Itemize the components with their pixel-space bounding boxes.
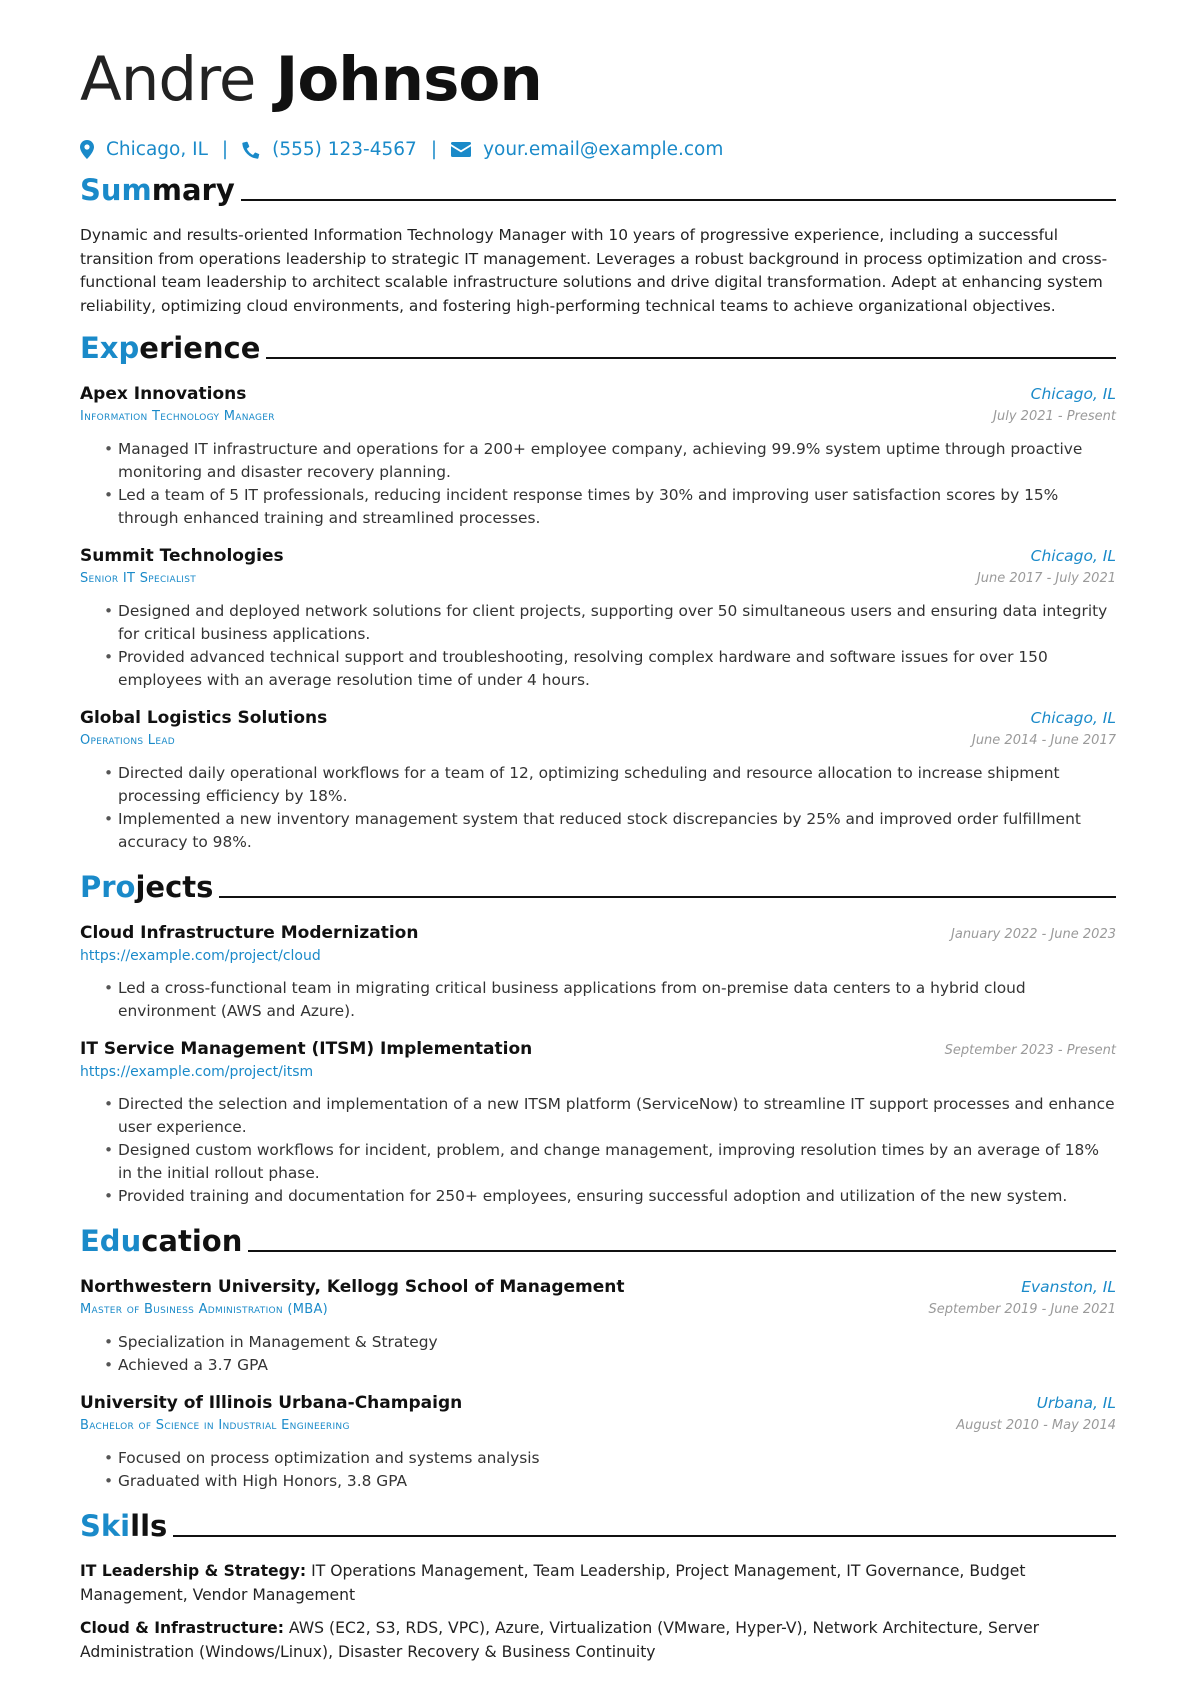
section-title-accent: Pro <box>80 870 136 904</box>
summary-text: Dynamic and results-oriented Information Technology Manager with 10 years of progressive experience, including a successful transition from operations leadership to strategic IT management. Leverages a robust background in process optimization and cross-functional team leadership to architect scalable infrastructure solutions and drive digital transformation. Adept at enhancing system reliability, optimizing cloud environments, and fostering high-performing technical teams to achieve organizational objectives. <box>80 226 1108 315</box>
section-experience-heading <box>80 329 1116 367</box>
skill-line <box>80 1617 1116 1664</box>
bullet-item: • Focused on process optimization and systems analysis <box>104 1447 1116 1470</box>
bullet-item: • Managed IT infrastructure and operations for a 200+ employee company, achieving 99.9% system uptime through proactive monitoring and disaster recovery planning. <box>104 438 1116 484</box>
entry-location: Chicago, IL <box>1030 547 1116 565</box>
section-title-rest: mary <box>151 173 235 207</box>
bullet-item: • Led a team of 5 IT professionals, reducing incident response times by 30% and improving user satisfaction scores by 15% through enhanced training and streamlined processes. <box>104 484 1116 530</box>
company-name: Summit Technologies <box>80 546 284 566</box>
entry-dates: June 2014 - June 2017 <box>971 733 1116 748</box>
project-link[interactable]: https://example.com/project/itsm <box>80 1064 314 1080</box>
section-projects-heading <box>80 868 1116 906</box>
entry-dates: January 2022 - June 2023 <box>951 927 1116 942</box>
job-title: Operations Lead <box>80 733 176 748</box>
bullet-item: • Implemented a new inventory management system that reduced stock discrepancies by 25% and improved order fulfillment accuracy to 98%. <box>104 808 1116 854</box>
project-link[interactable]: https://example.com/project/cloud <box>80 948 321 964</box>
job-title: Information Technology Manager <box>80 409 275 424</box>
section-rule <box>241 199 1116 201</box>
email-link: your.email@example.com <box>483 139 724 160</box>
entry-location: Chicago, IL <box>1030 385 1116 403</box>
section-title-rest: erience <box>139 331 261 365</box>
skill-list: AWS (EC2, S3, RDS, VPC), Azure, Virtualization (VMware, Hyper-V), Network Architecture, Server Administration (Windows/Linux), Disaster Recovery & Business Continuity <box>80 1619 1040 1661</box>
section-summary-heading <box>80 171 1116 209</box>
contact-bar <box>80 139 1116 160</box>
entry-dates: August 2010 - May 2014 <box>956 1418 1116 1433</box>
degree-name: Master of Business Administration (MBA) <box>80 1302 329 1317</box>
bullet-item: • Specialization in Management & Strategy <box>104 1331 1116 1354</box>
contact-separator: | <box>430 139 438 160</box>
entry-location: Chicago, IL <box>1030 709 1116 727</box>
bullet-item: • Led a cross-functional team in migrating critical business applications from on-premise data centers to a hybrid cloud environment (AWS and Azure). <box>104 977 1116 1023</box>
bullet-item: • Directed daily operational workflows for a team of 12, optimizing scheduling and resource allocation to increase shipment processing efficiency by 18%. <box>104 762 1116 808</box>
map-pin-icon <box>80 140 94 159</box>
bullet-list <box>80 762 1116 854</box>
section-rule <box>219 896 1116 898</box>
section-title <box>80 1222 242 1260</box>
bullet-item: • Provided advanced technical support and troubleshooting, resolving complex hardware and software issues for over 150 employees with an average resolution time of under 4 hours. <box>104 646 1116 692</box>
section-title-accent: Sum <box>80 173 152 207</box>
company-name: Apex Innovations <box>80 384 247 404</box>
section-title <box>80 171 235 209</box>
experience-entry <box>80 544 1116 692</box>
section-education-heading <box>80 1222 1116 1260</box>
company-name: Global Logistics Solutions <box>80 708 328 728</box>
bullet-item: • Graduated with High Honors, 3.8 GPA <box>104 1470 1116 1493</box>
section-title <box>80 868 213 906</box>
candidate-name <box>80 44 1116 116</box>
job-title: Senior IT Specialist <box>80 571 197 586</box>
entry-location: Evanston, IL <box>1021 1278 1116 1296</box>
entry-dates: July 2021 - Present <box>993 409 1116 424</box>
bullet-list <box>80 438 1116 530</box>
section-rule <box>173 1535 1116 1537</box>
project-name: IT Service Management (ITSM) Implementation <box>80 1039 533 1059</box>
experience-entry <box>80 706 1116 854</box>
entry-dates: September 2019 - June 2021 <box>928 1302 1116 1317</box>
contact-email[interactable] <box>451 139 723 160</box>
contact-separator: | <box>221 139 229 160</box>
section-title-accent: Exp <box>80 331 140 365</box>
location-text: Chicago, IL <box>106 139 208 160</box>
skill-category: IT Leadership & Strategy: <box>80 1562 307 1580</box>
bullet-item: • Achieved a 3.7 GPA <box>104 1354 1116 1377</box>
bullet-list <box>80 1331 1116 1377</box>
section-rule <box>266 357 1116 359</box>
skill-list: IT Operations Management, Team Leadership, Project Management, IT Governance, Budget Management, Vendor Management <box>80 1562 1026 1604</box>
school-name: University of Illinois Urbana-Champaign <box>80 1393 463 1413</box>
phone-text: (555) 123-4567 <box>272 139 417 160</box>
bullet-list <box>80 1093 1116 1208</box>
experience-entry <box>80 382 1116 530</box>
school-name: Northwestern University, Kellogg School of Management <box>80 1277 625 1297</box>
entry-dates: September 2023 - Present <box>944 1043 1116 1058</box>
project-entry <box>80 921 1116 1023</box>
section-title <box>80 1507 167 1545</box>
contact-phone[interactable] <box>242 139 417 160</box>
bullet-item: • Designed and deployed network solutions for client projects, supporting over 50 simultaneous users and ensuring data integrity for critical business applications. <box>104 600 1116 646</box>
bullet-item: • Directed the selection and implementation of a new ITSM platform (ServiceNow) to streamline IT support processes and enhance user experience. <box>104 1093 1116 1139</box>
section-rule <box>248 1250 1116 1252</box>
section-title-rest: cation <box>141 1224 243 1258</box>
section-title-rest: lls <box>130 1509 168 1543</box>
phone-icon <box>242 141 260 159</box>
education-entry <box>80 1391 1116 1493</box>
skill-line <box>80 1560 1116 1607</box>
entry-dates: June 2017 - July 2021 <box>976 571 1116 586</box>
section-title-rest: jects <box>135 870 214 904</box>
section-title-accent: Edu <box>80 1224 142 1258</box>
envelope-icon <box>451 142 471 157</box>
bullet-list <box>80 977 1116 1023</box>
first-name: Andre <box>80 44 256 115</box>
project-name: Cloud Infrastructure Modernization <box>80 923 419 943</box>
bullet-list <box>80 1447 1116 1493</box>
degree-name: Bachelor of Science in Industrial Engineering <box>80 1418 350 1433</box>
section-skills-heading <box>80 1507 1116 1545</box>
last-name: Johnson <box>275 44 542 115</box>
education-entry <box>80 1275 1116 1377</box>
bullet-item: • Provided training and documentation for 250+ employees, ensuring successful adoption and utilization of the new system. <box>104 1185 1116 1208</box>
section-title <box>80 329 260 367</box>
bullet-list <box>80 600 1116 692</box>
skill-category: Cloud & Infrastructure: <box>80 1619 284 1637</box>
project-entry <box>80 1037 1116 1208</box>
contact-location <box>80 139 208 160</box>
section-title-accent: Ski <box>80 1509 131 1543</box>
entry-location: Urbana, IL <box>1036 1394 1116 1412</box>
bullet-item: • Designed custom workflows for incident, problem, and change management, improving resolution times by an average of 18% in the initial rollout phase. <box>104 1139 1116 1185</box>
